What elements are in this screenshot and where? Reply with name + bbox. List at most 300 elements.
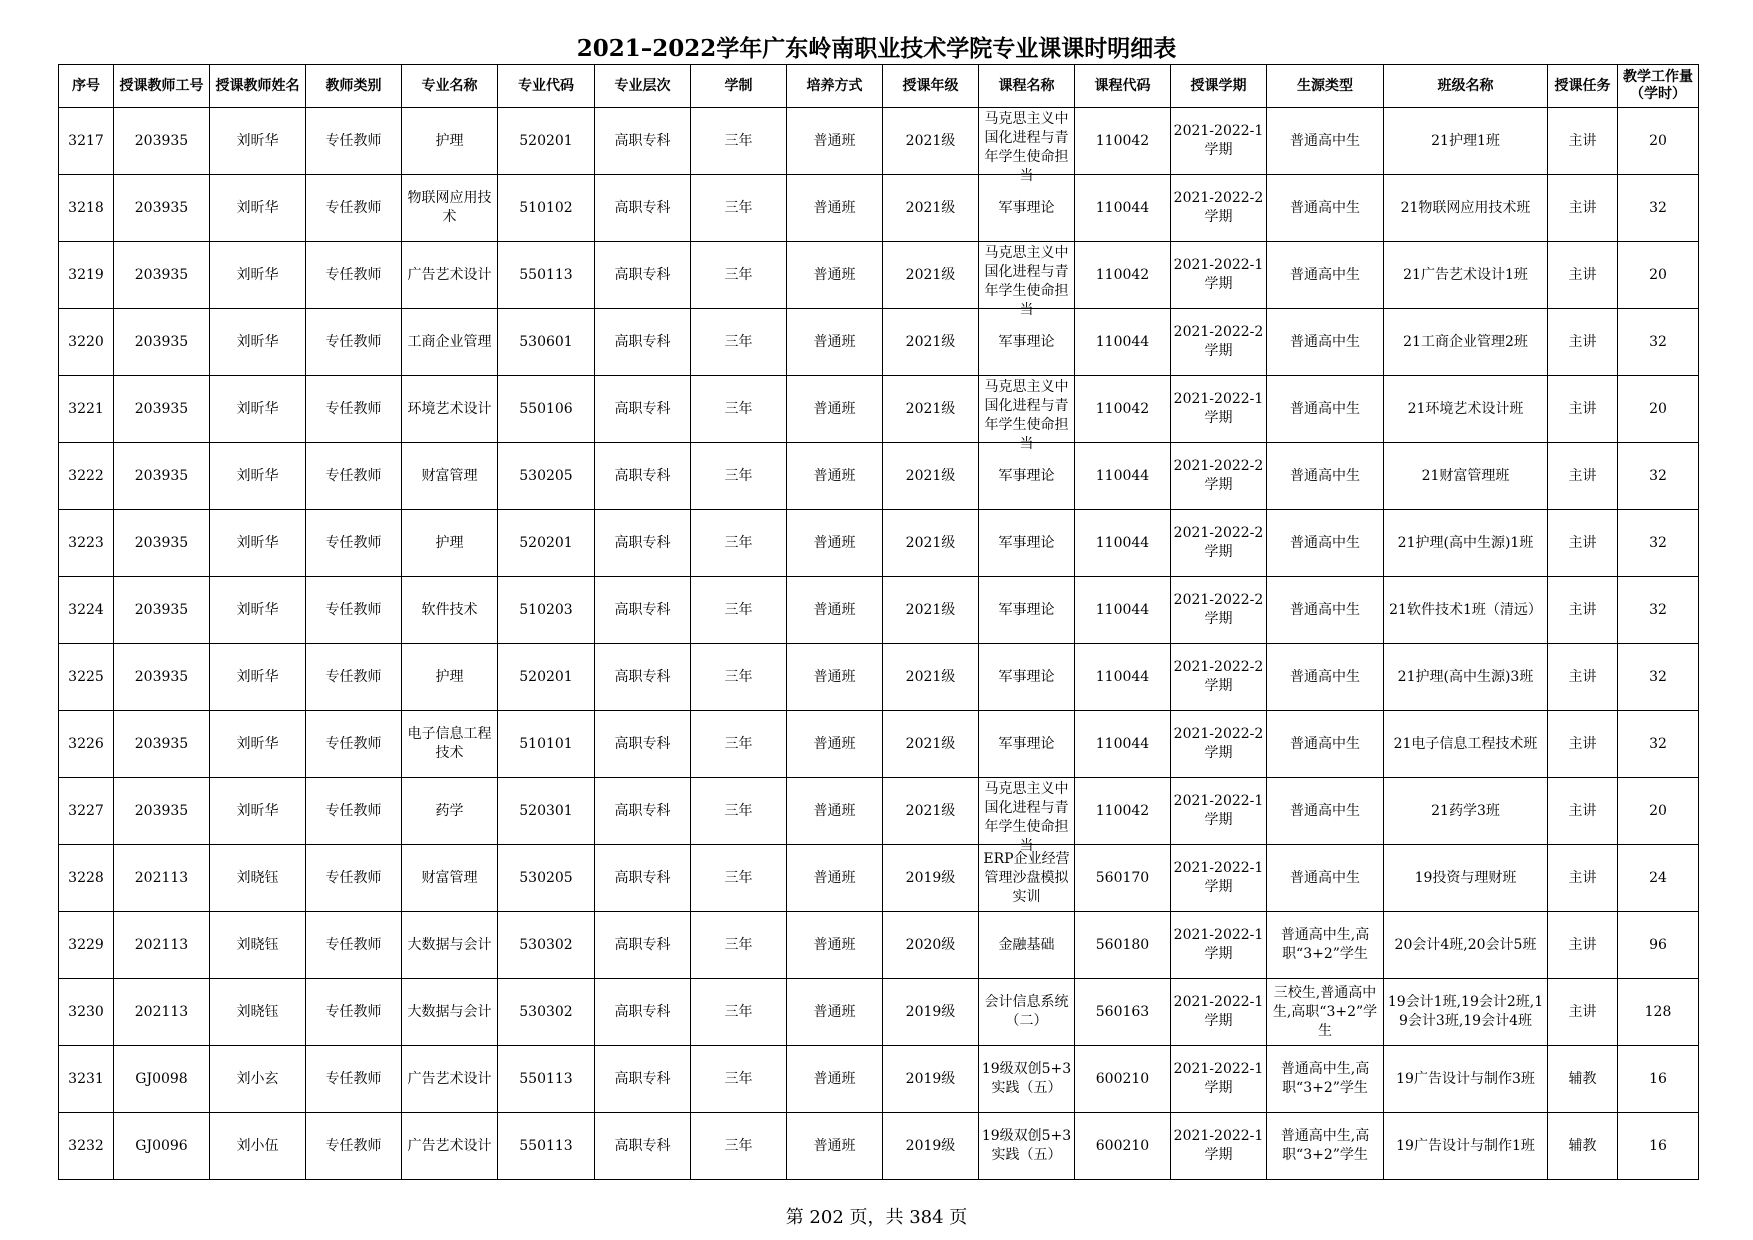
- table-row: [59, 1113, 1699, 1180]
- cell-text: 高职专科: [614, 735, 671, 752]
- cell-workload: [1618, 711, 1699, 778]
- cell-text: 专任教师: [325, 1070, 382, 1087]
- cell-text: 32: [1649, 199, 1667, 216]
- cell-student-source: [1267, 1113, 1384, 1180]
- cell-text: 19会计1班,19会计2班,19会计3班,19会计4班: [1387, 994, 1544, 1029]
- cell-major-code: [498, 309, 595, 376]
- cell-text: 三年: [724, 601, 753, 618]
- cell-major-level: [595, 376, 691, 443]
- cell-teacher-name: [210, 778, 306, 845]
- cell-text: 三年: [724, 199, 753, 216]
- cell-course-code: [1075, 577, 1171, 644]
- cell-teacher-type: [306, 242, 402, 309]
- cell-training-mode: [787, 979, 883, 1046]
- cell-text: 刘小伍: [236, 1137, 279, 1154]
- cell-teacher-type: [306, 778, 402, 845]
- cell-text: 普通高中生: [1290, 132, 1360, 149]
- cell-training-mode: [787, 242, 883, 309]
- cell-text: 2021-2022-1学期: [1173, 257, 1264, 292]
- cell-semester: [1171, 376, 1267, 443]
- header-workload: 教学工作量（学时）: [1618, 65, 1699, 108]
- cell-text: 21软件技术1班（清远）: [1389, 601, 1542, 618]
- cell-major-name: [402, 1113, 498, 1180]
- cell-text: 3227: [68, 802, 104, 819]
- cell-major-code: [498, 1046, 595, 1113]
- cell-text: 高职专科: [614, 1070, 671, 1087]
- cell-text: 普通高中生: [1290, 266, 1360, 283]
- page-number: 第 202 页，共 384 页: [785, 1207, 968, 1228]
- cell-course-code: [1075, 443, 1171, 510]
- cell-text: 19级双创5+3实践（五）: [981, 1061, 1072, 1096]
- cell-teacher-type: [306, 1113, 402, 1180]
- cell-semester: [1171, 242, 1267, 309]
- cell-major-level: [595, 510, 691, 577]
- cell-text: 24: [1649, 869, 1667, 886]
- cell-text: 560163: [1095, 1003, 1150, 1020]
- cell-major-name: [402, 309, 498, 376]
- cell-teacher-type: [306, 175, 402, 242]
- cell-teacher-id: [114, 644, 210, 711]
- cell-workload: [1618, 979, 1699, 1046]
- cell-major-level: [595, 242, 691, 309]
- cell-teacher-name: [210, 309, 306, 376]
- cell-text: 203935: [134, 266, 189, 283]
- cell-text: 军事理论: [998, 668, 1055, 685]
- cell-text: 普通班: [813, 735, 856, 752]
- table-body: [59, 108, 1699, 1180]
- cell-text: 普通班: [813, 1070, 856, 1087]
- cell-index: [59, 108, 114, 175]
- cell-text: 专任教师: [325, 668, 382, 685]
- cell-text: 2021-2022-1学期: [1173, 994, 1264, 1029]
- cell-teacher-name: [210, 644, 306, 711]
- cell-duration: [691, 376, 787, 443]
- cell-teacher-type: [306, 510, 402, 577]
- cell-text: 520201: [519, 132, 573, 149]
- cell-training-mode: [787, 644, 883, 711]
- cell-major-code: [498, 443, 595, 510]
- cell-text: 普通高中生: [1290, 333, 1360, 350]
- cell-text: 普通班: [813, 400, 856, 417]
- cell-teacher-id: [114, 577, 210, 644]
- cell-text: 20: [1649, 802, 1667, 819]
- cell-text: 主讲: [1568, 534, 1597, 551]
- cell-semester: [1171, 510, 1267, 577]
- cell-duration: [691, 778, 787, 845]
- cell-major-level: [595, 443, 691, 510]
- cell-text: 2019级: [905, 1003, 956, 1020]
- table-row: [59, 1046, 1699, 1113]
- cell-text: 96: [1649, 936, 1667, 953]
- cell-text: 军事理论: [998, 467, 1055, 484]
- cell-text: 主讲: [1568, 802, 1597, 819]
- cell-teacher-type: [306, 979, 402, 1046]
- header-duration: 学制: [691, 65, 787, 108]
- cell-text: 药学: [435, 802, 464, 819]
- cell-text: 刘昕华: [236, 199, 279, 216]
- cell-text: 2021级: [905, 668, 956, 685]
- cell-text: 2021-2022-2学期: [1173, 190, 1264, 225]
- cell-teacher-type: [306, 443, 402, 510]
- cell-text: 三校生,普通高中生,高职“3+2”学生: [1272, 984, 1378, 1039]
- header-course-code: 课程代码: [1075, 65, 1171, 108]
- cell-text: 专任教师: [325, 199, 382, 216]
- cell-text: 刘晓钰: [236, 1003, 279, 1020]
- header-index: 序号: [59, 65, 114, 108]
- cell-class-name: [1384, 711, 1548, 778]
- cell-major-name: [402, 577, 498, 644]
- cell-text: 军事理论: [998, 199, 1055, 216]
- cell-teacher-type: [306, 309, 402, 376]
- page-title: 2021–2022学年广东岭南职业技术学院专业课课时明细表: [576, 35, 1177, 62]
- cell-course-name: [979, 376, 1075, 452]
- table-row: [59, 979, 1699, 1046]
- cell-major-level: [595, 912, 691, 979]
- cell-teacher-name: [210, 1113, 306, 1180]
- cell-major-code: [498, 912, 595, 979]
- cell-class-name: [1384, 778, 1548, 845]
- cell-text: 三年: [724, 869, 753, 886]
- cell-task: [1548, 175, 1618, 242]
- cell-text: 主讲: [1568, 467, 1597, 484]
- cell-text: 21护理(高中生源)1班: [1397, 534, 1534, 551]
- header-row: [59, 65, 1699, 108]
- cell-text: 32: [1649, 333, 1667, 350]
- cell-text: 20会计4班,20会计5班: [1394, 936, 1537, 953]
- cell-grade: [883, 711, 979, 778]
- cell-text: 110044: [1095, 333, 1150, 350]
- cell-text: 高职专科: [614, 869, 671, 886]
- cell-major-code: [498, 577, 595, 644]
- cell-text: 110044: [1095, 467, 1150, 484]
- cell-teacher-id: [114, 711, 210, 778]
- cell-duration: [691, 510, 787, 577]
- cell-workload: [1618, 778, 1699, 845]
- table-row: [59, 510, 1699, 577]
- cell-student-source: [1267, 510, 1384, 577]
- cell-text: 普通班: [813, 132, 856, 149]
- cell-text: 20: [1649, 132, 1667, 149]
- header-task: 授课任务: [1548, 65, 1618, 108]
- cell-teacher-id: [114, 242, 210, 309]
- header-semester: 授课学期: [1171, 65, 1267, 108]
- cell-training-mode: [787, 510, 883, 577]
- cell-text: 高职专科: [614, 1003, 671, 1020]
- header-teacher-type: 教师类别: [306, 65, 402, 108]
- cell-duration: [691, 1046, 787, 1113]
- cell-workload: [1618, 309, 1699, 376]
- cell-text: 3230: [68, 1003, 104, 1020]
- header-teacher-id: 授课教师工号: [114, 65, 210, 108]
- cell-text: 三年: [724, 668, 753, 685]
- cell-class-name: [1384, 443, 1548, 510]
- cell-major-level: [595, 577, 691, 644]
- cell-text: 专任教师: [325, 467, 382, 484]
- cell-text: 专任教师: [325, 1137, 382, 1154]
- cell-text: 3226: [68, 735, 104, 752]
- cell-course-name: [979, 979, 1075, 1046]
- cell-text: 3218: [68, 199, 104, 216]
- header-student-source: 生源类型: [1267, 65, 1384, 108]
- cell-teacher-id: [114, 845, 210, 912]
- cell-class-name: [1384, 376, 1548, 443]
- cell-text: 19投资与理财班: [1414, 869, 1517, 886]
- cell-training-mode: [787, 1046, 883, 1113]
- cell-text: 专任教师: [325, 869, 382, 886]
- cell-text: 110044: [1095, 668, 1150, 685]
- cell-teacher-id: [114, 1046, 210, 1113]
- cell-class-name: [1384, 108, 1548, 175]
- cell-text: 20: [1649, 400, 1667, 417]
- cell-text: 软件技术: [421, 601, 478, 618]
- cell-text: 202113: [134, 936, 189, 953]
- cell-teacher-name: [210, 443, 306, 510]
- cell-grade: [883, 778, 979, 845]
- cell-teacher-type: [306, 912, 402, 979]
- cell-major-code: [498, 510, 595, 577]
- cell-student-source: [1267, 443, 1384, 510]
- cell-text: 2021级: [905, 333, 956, 350]
- cell-text: 高职专科: [614, 467, 671, 484]
- cell-text: 203935: [134, 199, 189, 216]
- cell-text: 2021级: [905, 467, 956, 484]
- cell-text: ERP企业经营管理沙盘模拟实训: [983, 850, 1070, 905]
- cell-semester: [1171, 912, 1267, 979]
- cell-teacher-type: [306, 577, 402, 644]
- cell-text: 202113: [134, 869, 189, 886]
- cell-teacher-type: [306, 1046, 402, 1113]
- cell-course-code: [1075, 376, 1171, 443]
- cell-semester: [1171, 1113, 1267, 1180]
- cell-text: 600210: [1095, 1070, 1150, 1087]
- cell-teacher-type: [306, 711, 402, 778]
- cell-text: 主讲: [1568, 668, 1597, 685]
- cell-text: 普通班: [813, 467, 856, 484]
- cell-text: 普通高中生: [1290, 869, 1360, 886]
- cell-text: 19级双创5+3实践（五）: [981, 1128, 1072, 1163]
- cell-duration: [691, 309, 787, 376]
- cell-task: [1548, 644, 1618, 711]
- cell-text: 16: [1649, 1137, 1667, 1154]
- cell-text: 物联网应用技术: [407, 190, 492, 225]
- cell-task: [1548, 108, 1618, 175]
- cell-major-level: [595, 1113, 691, 1180]
- cell-text: 刘昕华: [236, 668, 279, 685]
- cell-index: [59, 376, 114, 443]
- cell-text: 530302: [519, 936, 573, 953]
- cell-text: 600210: [1095, 1137, 1150, 1154]
- cell-training-mode: [787, 845, 883, 912]
- cell-text: 大数据与会计: [407, 936, 492, 953]
- cell-text: 21药学3班: [1431, 802, 1500, 819]
- cell-text: 20: [1649, 266, 1667, 283]
- header-major-name: 专业名称: [402, 65, 498, 108]
- cell-text: 16: [1649, 1070, 1667, 1087]
- cell-major-level: [595, 1046, 691, 1113]
- cell-text: 专任教师: [325, 735, 382, 752]
- cell-text: 2021-2022-2学期: [1173, 525, 1264, 560]
- cell-workload: [1618, 1113, 1699, 1180]
- cell-text: 21物联网应用技术班: [1400, 199, 1531, 216]
- cell-task: [1548, 309, 1618, 376]
- cell-text: 32: [1649, 534, 1667, 551]
- cell-index: [59, 778, 114, 845]
- cell-major-code: [498, 376, 595, 443]
- cell-text: 工商企业管理: [407, 333, 492, 350]
- cell-text: 三年: [724, 802, 753, 819]
- cell-training-mode: [787, 175, 883, 242]
- cell-text: 普通班: [813, 601, 856, 618]
- cell-text: 203935: [134, 802, 189, 819]
- cell-text: 三年: [724, 266, 753, 283]
- cell-workload: [1618, 577, 1699, 644]
- cell-text: 3223: [68, 534, 104, 551]
- cell-teacher-id: [114, 108, 210, 175]
- cell-text: 刘晓钰: [236, 869, 279, 886]
- cell-course-code: [1075, 510, 1171, 577]
- cell-major-code: [498, 242, 595, 309]
- cell-text: 203935: [134, 668, 189, 685]
- cell-task: [1548, 1113, 1618, 1180]
- cell-text: 普通高中生: [1290, 534, 1360, 551]
- cell-student-source: [1267, 644, 1384, 711]
- cell-text: 刘昕华: [236, 735, 279, 752]
- cell-training-mode: [787, 577, 883, 644]
- cell-course-code: [1075, 644, 1171, 711]
- cell-grade: [883, 577, 979, 644]
- cell-semester: [1171, 979, 1267, 1046]
- cell-text: 财富管理: [421, 467, 478, 484]
- cell-text: 2019级: [905, 869, 956, 886]
- cell-text: 32: [1649, 735, 1667, 752]
- cell-text: 普通高中生: [1290, 467, 1360, 484]
- cell-text: 专任教师: [325, 400, 382, 417]
- cell-major-level: [595, 711, 691, 778]
- cell-duration: [691, 577, 787, 644]
- cell-teacher-name: [210, 510, 306, 577]
- cell-index: [59, 644, 114, 711]
- cell-text: 19广告设计与制作3班: [1396, 1070, 1535, 1087]
- cell-teacher-type: [306, 108, 402, 175]
- cell-semester: [1171, 577, 1267, 644]
- cell-text: 普通班: [813, 1137, 856, 1154]
- table-row: [59, 376, 1699, 443]
- cell-text: 电子信息工程技术: [407, 726, 492, 761]
- cell-text: 刘昕华: [236, 467, 279, 484]
- cell-task: [1548, 1046, 1618, 1113]
- cell-course-code: [1075, 778, 1171, 845]
- cell-teacher-id: [114, 510, 210, 577]
- cell-course-name: [979, 778, 1075, 854]
- cell-teacher-type: [306, 644, 402, 711]
- cell-text: 3219: [68, 266, 104, 283]
- cell-class-name: [1384, 309, 1548, 376]
- cell-task: [1548, 778, 1618, 845]
- cell-major-name: [402, 175, 498, 242]
- cell-major-level: [595, 644, 691, 711]
- cell-text: 32: [1649, 601, 1667, 618]
- cell-text: 普通高中生: [1290, 400, 1360, 417]
- cell-index: [59, 443, 114, 510]
- cell-text: 2021级: [905, 266, 956, 283]
- cell-major-name: [402, 510, 498, 577]
- cell-text: 高职专科: [614, 936, 671, 953]
- cell-class-name: [1384, 845, 1548, 912]
- cell-teacher-type: [306, 376, 402, 443]
- cell-task: [1548, 510, 1618, 577]
- cell-text: GJ0098: [135, 1070, 188, 1087]
- cell-text: 203935: [134, 534, 189, 551]
- cell-text: 2021-2022-2学期: [1173, 458, 1264, 493]
- cell-text: 专任教师: [325, 132, 382, 149]
- cell-duration: [691, 644, 787, 711]
- header-major-level: 专业层次: [595, 65, 691, 108]
- cell-text: 刘昕华: [236, 266, 279, 283]
- cell-text: 普通班: [813, 534, 856, 551]
- cell-course-code: [1075, 912, 1171, 979]
- cell-duration: [691, 711, 787, 778]
- cell-student-source: [1267, 1046, 1384, 1113]
- cell-text: 高职专科: [614, 601, 671, 618]
- cell-workload: [1618, 644, 1699, 711]
- cell-task: [1548, 979, 1618, 1046]
- cell-text: 专任教师: [325, 802, 382, 819]
- cell-text: 普通班: [813, 199, 856, 216]
- cell-text: 128: [1644, 1003, 1672, 1020]
- cell-workload: [1618, 175, 1699, 242]
- cell-task: [1548, 242, 1618, 309]
- cell-text: 主讲: [1568, 869, 1597, 886]
- cell-course-code: [1075, 108, 1171, 175]
- cell-duration: [691, 175, 787, 242]
- cell-class-name: [1384, 242, 1548, 309]
- cell-text: 普通班: [813, 869, 856, 886]
- cell-teacher-name: [210, 979, 306, 1046]
- cell-teacher-type: [306, 845, 402, 912]
- cell-text: 2021-2022-2学期: [1173, 592, 1264, 627]
- cell-text: 广告艺术设计: [407, 266, 492, 283]
- course-hours-table: [58, 64, 1699, 1180]
- cell-text: 110044: [1095, 199, 1150, 216]
- cell-text: 530205: [519, 869, 573, 886]
- cell-text: 2019级: [905, 1070, 956, 1087]
- cell-text: 203935: [134, 601, 189, 618]
- cell-teacher-name: [210, 376, 306, 443]
- cell-grade: [883, 644, 979, 711]
- cell-workload: [1618, 108, 1699, 175]
- cell-training-mode: [787, 1113, 883, 1180]
- cell-semester: [1171, 309, 1267, 376]
- cell-text: 203935: [134, 400, 189, 417]
- cell-teacher-name: [210, 912, 306, 979]
- cell-major-name: [402, 644, 498, 711]
- cell-text: 军事理论: [998, 534, 1055, 551]
- cell-training-mode: [787, 108, 883, 175]
- cell-text: 三年: [724, 936, 753, 953]
- cell-text: 大数据与会计: [407, 1003, 492, 1020]
- cell-text: 护理: [435, 534, 464, 551]
- cell-course-name: [979, 845, 1075, 912]
- cell-major-code: [498, 845, 595, 912]
- cell-text: 110044: [1095, 534, 1150, 551]
- cell-text: 21财富管理班: [1421, 467, 1510, 484]
- table-row: [59, 644, 1699, 711]
- cell-index: [59, 912, 114, 979]
- cell-major-name: [402, 711, 498, 778]
- cell-text: 三年: [724, 1003, 753, 1020]
- cell-grade: [883, 912, 979, 979]
- cell-text: 3225: [68, 668, 104, 685]
